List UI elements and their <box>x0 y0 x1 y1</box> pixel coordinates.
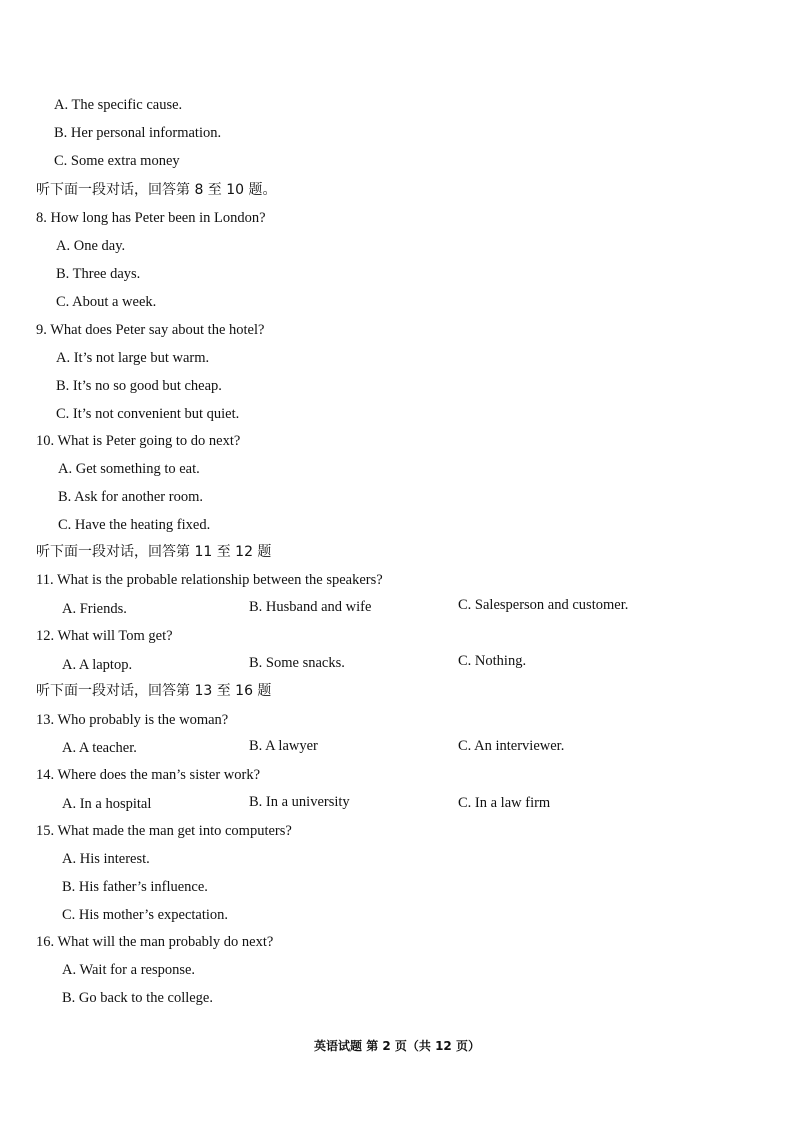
option-b: B. Husband and wife <box>249 599 372 615</box>
option-a: A. A teacher. <box>62 740 137 756</box>
option-b: B. Three days. <box>56 266 141 282</box>
option-a: A. Wait for a response. <box>62 962 196 978</box>
option-a: A. It’s not large but warm. <box>56 350 210 366</box>
option-c: C. Nothing. <box>458 653 527 669</box>
option-c: C. Have the heating fixed. <box>58 517 211 533</box>
question-stem: 16. What will the man probably do next? <box>36 934 274 950</box>
option-b: B. A lawyer <box>249 738 318 754</box>
option-a: A. One day. <box>56 238 126 254</box>
option-b: B. Ask for another room. <box>58 489 203 505</box>
option-a: A. In a hospital <box>62 796 152 812</box>
question-stem: 10. What is Peter going to do next? <box>36 433 241 449</box>
section-instruction: 听下面一段对话，回答第 13 至 16 题 <box>36 683 272 699</box>
question-stem: 11. What is the probable relationship between the speakers? <box>36 572 383 588</box>
section-instruction: 听下面一段对话，回答第 8 至 10 题。 <box>36 182 277 198</box>
option-c: C. Some extra money <box>54 153 180 169</box>
option-b: B. Some snacks. <box>249 655 345 671</box>
section-instruction: 听下面一段对话，回答第 11 至 12 题 <box>36 544 272 560</box>
option-c: C. An interviewer. <box>458 738 565 754</box>
option-c: C. In a law firm <box>458 795 551 811</box>
option-c: C. His mother’s expectation. <box>62 907 229 923</box>
option-b: B. His father’s influence. <box>62 879 208 895</box>
question-stem: 15. What made the man get into computers? <box>36 823 292 839</box>
question-stem: 8. How long has Peter been in London? <box>36 210 266 226</box>
option-b: B. Her personal information. <box>54 125 222 141</box>
option-a: A. A laptop. <box>62 657 133 673</box>
option-a: A. His interest. <box>62 851 150 867</box>
option-c: C. About a week. <box>56 294 157 310</box>
question-stem: 13. Who probably is the woman? <box>36 712 229 728</box>
option-a: A. Friends. <box>62 601 127 617</box>
question-stem: 9. What does Peter say about the hotel? <box>36 322 265 338</box>
option-b: B. It’s no so good but cheap. <box>56 378 222 394</box>
option-c: C. It’s not convenient but quiet. <box>56 406 240 422</box>
question-stem: 14. Where does the man’s sister work? <box>36 767 261 783</box>
option-b: B. Go back to the college. <box>62 990 213 1006</box>
option-c: C. Salesperson and customer. <box>458 597 629 613</box>
question-stem: 12. What will Tom get? <box>36 628 173 644</box>
page-footer: 英语试题 第 2 页（共 12 页） <box>314 1039 480 1053</box>
option-a: A. Get something to eat. <box>58 461 200 477</box>
option-b: B. In a university <box>249 794 350 810</box>
option-a: A. The specific cause. <box>54 97 183 113</box>
